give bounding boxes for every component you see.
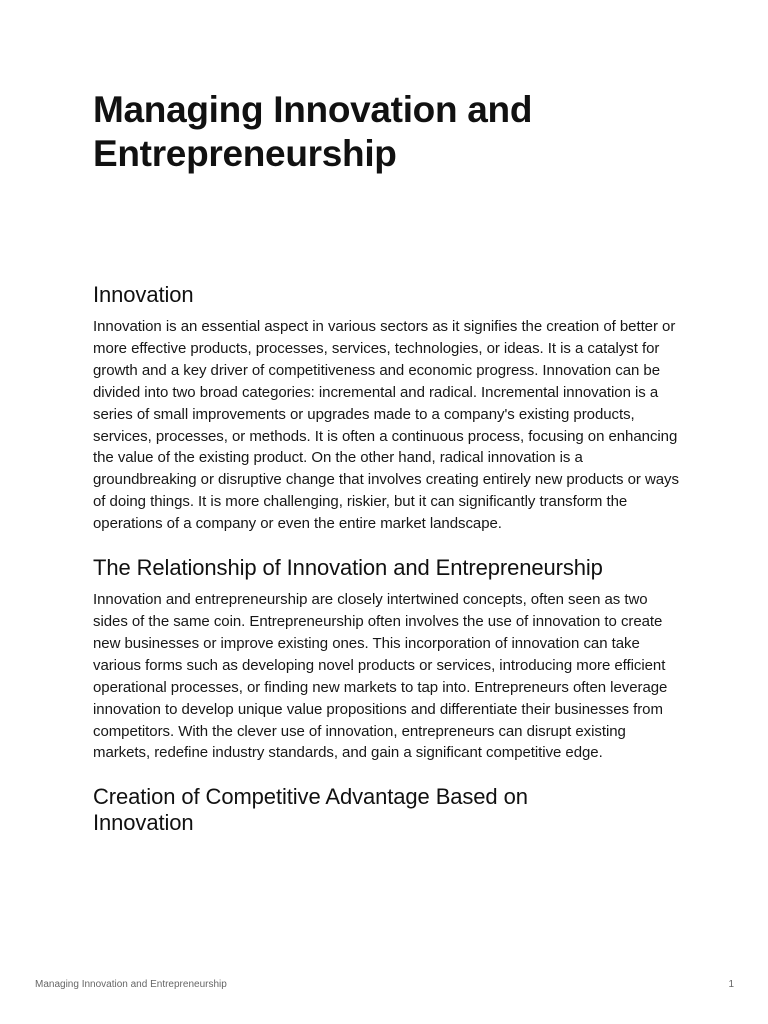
page-number: 1: [728, 979, 734, 990]
section-competitive-advantage: [93, 784, 683, 836]
footer-document-title: Managing Innovation and Entrepreneurship: [35, 979, 227, 990]
section-relationship: [93, 555, 683, 764]
section-heading: The Relationship of Innovation and Entrepreneurship: [93, 555, 603, 581]
section-innovation: [93, 282, 683, 535]
section-heading: Innovation: [93, 282, 194, 307]
section-body: Innovation and entrepreneurship are closely intertwined concepts, often seen as two sides of the same coin. Entrepreneurship often involves the use of innovation to create new businesses or improve existing ones. This incorporation of innovation can take various forms such as developing novel products or services, introducing more efficient operational processes, or finding new markets to tap into. Entrepreneurs often leverage innovation to develop unique value propositions and differentiate their businesses from competitors. With the clever use of innovation, entrepreneurs can disrupt existing markets, redefine industry standards, and gain a significant competitive edge.: [93, 591, 668, 762]
document-title: Managing Innovation and Entrepreneurship: [93, 89, 533, 174]
document-content: [93, 88, 683, 836]
section-body: Innovation is an essential aspect in various sectors as it signifies the creation of better or more effective products, processes, services, technologies, or ideas. It is a catalyst for growth and a key driver of competitiveness and economic progress. Innovation can be divided into two broad categories: incremental and radical. Incremental innovation is a series of small improvements or upgrades made to a company's existing products, services, processes, or methods. It is often a continuous process, focusing on enhancing the value of the existing product. On the other hand, radical innovation is a groundbreaking or disruptive change that involves creating entirely new products or ways of doing things. It is more challenging, riskier, but it can significantly transform the operations of a company or even the entire market landscape.: [93, 318, 679, 533]
section-heading: Creation of Competitive Advantage Based on Innovation: [93, 784, 528, 836]
